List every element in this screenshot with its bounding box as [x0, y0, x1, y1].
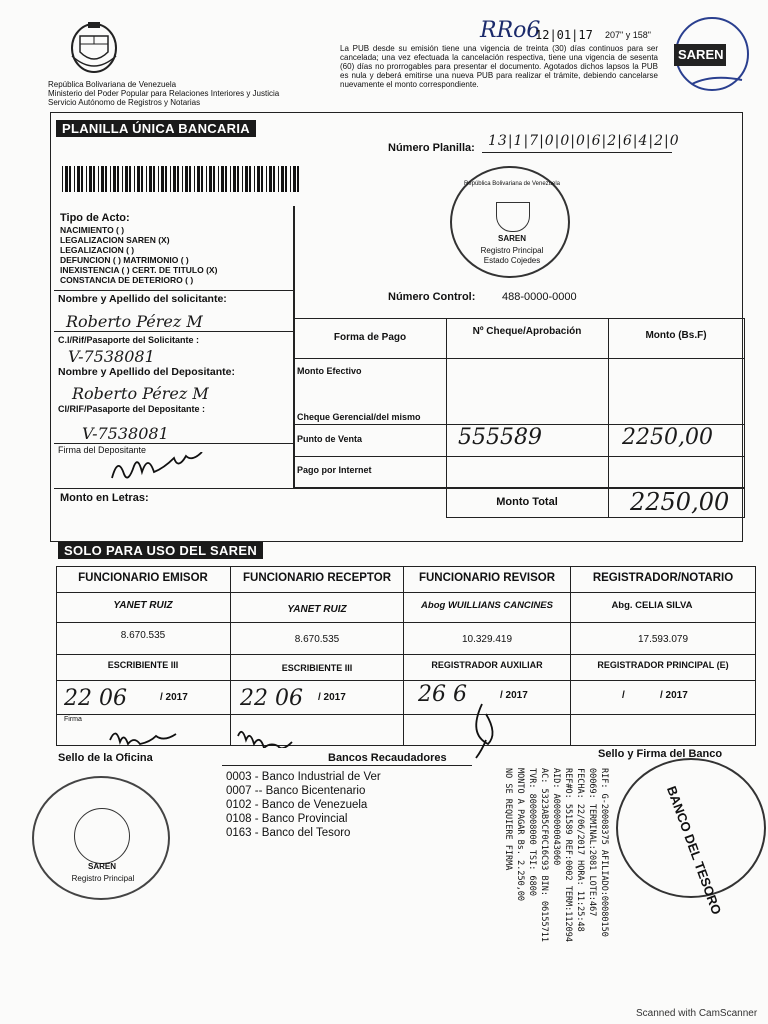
barcode-bar: [141, 166, 143, 192]
barcode-bar: [182, 166, 183, 192]
barcode-bar: [269, 166, 272, 192]
depositante-label: Nombre y Apellido del Depositante:: [58, 366, 235, 378]
receipt-line: AC: 5323AB5CF0C16C93 BIN: 06155711: [539, 768, 549, 942]
saren-date-suffix: / 2017: [318, 692, 346, 703]
saren-id: 17.593.079: [637, 634, 689, 645]
sello-oficina-label: Sello de la Oficina: [58, 752, 153, 764]
barcode-bar: [206, 166, 207, 192]
barcode-bar: [266, 166, 267, 192]
bank-item: 0108 - Banco Provincial: [226, 813, 348, 825]
numero-control-value: 488-0000-0000: [502, 291, 577, 303]
payment-monto-value: 2250,00: [622, 425, 713, 450]
barcode-bar: [81, 166, 83, 192]
saren-center-stamp: [450, 166, 570, 278]
monto-total-label: Monto Total: [496, 496, 558, 508]
monto-total-value: 2250,00: [630, 488, 730, 516]
barcode-bar: [146, 166, 147, 192]
barcode-bar: [74, 166, 75, 192]
barcode-bar: [161, 166, 164, 192]
barcode-bar: [98, 166, 99, 192]
barcode-bar: [245, 166, 248, 192]
barcode-bar: [165, 166, 167, 192]
barcode-bar: [129, 166, 131, 192]
barcode-bar: [297, 166, 299, 192]
office-stamp-saren: SAREN: [87, 862, 116, 871]
bank-item: 0007 -- Banco Bicentenario: [226, 785, 366, 797]
saren-date-blank: /: [622, 690, 625, 701]
saren-logo: [662, 14, 758, 96]
saren-name: YANET RUIZ: [113, 600, 173, 611]
saren-id: 8.670.535: [294, 634, 340, 645]
stamp-shield-icon: [496, 202, 530, 232]
barcode-bar: [285, 166, 287, 192]
tipo-acto-label: Tipo de Acto:: [60, 212, 130, 224]
org-line-1: República Bolivariana de Venezuela: [48, 80, 177, 89]
barcode-bar: [197, 166, 200, 192]
barcode-bar: [290, 166, 291, 192]
barcode-bar: [257, 166, 260, 192]
saren-date-suffix: / 2017: [160, 692, 188, 703]
pub-notice: La PUB desde su emisión tiene una vigencia de treinta (30) días continuos para ser cancelada; una vez efectuada la cancelación respectiva, tiene una vigencia de sesenta (60) días no prorrogables para presentar el documento. Agotados dichos lapsos la PUB es nula y deberá emitirse una nueva PUB para realizar el trámite, debiendo cancelarse nuevamente el monto correspondiente.: [340, 44, 658, 89]
numero-planilla-label: Número Planilla:: [388, 142, 475, 154]
barcode-bar: [105, 166, 107, 192]
ci-solicitante-label: C.I/Rif/Pasaporte del Solicitante :: [58, 335, 200, 345]
barcode-bar: [65, 166, 68, 192]
receipt-line: 00069: TERMINAL:2081 LOTE:467: [587, 768, 597, 917]
barcode-bar: [281, 166, 284, 192]
venezuela-coat-of-arms-icon: [58, 16, 130, 78]
payment-row-label: Monto Efectivo: [297, 366, 362, 376]
stamp-text-2: Registro Principal: [480, 246, 544, 255]
receipt-line: FECHA: 22/06/2017 HORA: 11:25:48: [575, 768, 585, 932]
tipo-acto-option: CONSTANCIA DE DETERIORO ( ): [60, 275, 194, 285]
firma-depositante-label: Firma del Depositante: [58, 445, 147, 455]
monto-letras-label: Monto en Letras:: [60, 492, 149, 504]
receipt-line: MONTO A PAGAR Bs. 2.250,00: [515, 768, 525, 902]
barcode-bar: [273, 166, 275, 192]
emisor-signature: [108, 722, 188, 748]
saren-logo-label: SAREN: [678, 47, 724, 62]
barcode-bar: [249, 166, 251, 192]
saren-date-suffix: / 2017: [660, 690, 688, 701]
saren-id: 10.329.419: [461, 634, 513, 645]
barcode-bar: [242, 166, 243, 192]
tipo-acto-option: DEFUNCION ( ) MATRIMONIO ( ): [60, 255, 189, 265]
stamp-text-1: República Bolivariana de Venezuela: [463, 181, 561, 187]
receipt-line: REF#O: 551589 REF:0002 TERM:112094: [563, 768, 573, 942]
tipo-acto-option: LEGALIZACION ( ): [60, 245, 135, 255]
barcode-bar: [237, 166, 239, 192]
barcode-bar: [113, 166, 116, 192]
barcode-bar: [122, 166, 123, 192]
saren-date-hand: 22 06: [240, 686, 303, 711]
ci-depositante-value: V-7538081: [82, 424, 169, 443]
saren-header: FUNCIONARIO EMISOR: [78, 572, 208, 584]
payment-header: Nº Cheque/Aprobación: [472, 326, 582, 337]
date-code: 12|01|17: [535, 28, 593, 42]
receipt-line: AID: A0000000043060: [551, 768, 561, 866]
numero-planilla-value: 13|1|7|0|0|0|6|2|6|4|2|0: [488, 133, 680, 149]
payment-table: [293, 318, 745, 488]
saren-role: ESCRIBIENTE III: [107, 660, 179, 670]
numero-control-label: Número Control:: [388, 291, 476, 303]
receipt-line: NO SE REQUIERE FIRMA: [503, 768, 513, 871]
handwritten-code: RRo6: [480, 18, 541, 43]
saren-firma-label: Firma: [64, 716, 82, 723]
saren-office-stamp: [32, 776, 170, 900]
barcode-bar: [158, 166, 159, 192]
barcode-bar: [213, 166, 215, 192]
ci-depositante-label: CI/RIF/Pasaporte del Depositante :: [58, 404, 206, 414]
tipo-acto-option: NACIMIENTO ( ): [60, 225, 125, 235]
depositante-signature: [108, 452, 208, 486]
pos-receipt: [430, 768, 610, 942]
tipo-acto-option: INEXISTENCIA ( ) CERT. DE TITULO (X): [60, 265, 218, 275]
payment-row-label: Punto de Venta: [297, 434, 363, 444]
solicitante-label: Nombre y Apellido del solicitante:: [58, 293, 227, 305]
barcode-bar: [173, 166, 176, 192]
barcode-bar: [293, 166, 296, 192]
barcode-bar: [189, 166, 191, 192]
stamp-text-3: Estado Cojedes: [483, 256, 541, 265]
bank-item: 0163 - Banco del Tesoro: [226, 827, 351, 839]
barcode-bar: [177, 166, 179, 192]
bank-item: 0102 - Banco de Venezuela: [226, 799, 368, 811]
payment-header: Monto (Bs.F): [645, 330, 707, 341]
saren-header: FUNCIONARIO REVISOR: [418, 572, 556, 584]
barcode-bar: [233, 166, 236, 192]
receptor-signature: [236, 724, 296, 748]
saren-role: ESCRIBIENTE III: [281, 663, 353, 673]
org-line-2: Ministerio del Poder Popular para Relaciones Interiores y Justicia: [48, 89, 280, 98]
bancos-recaudadores-label: Bancos Recaudadores: [328, 752, 447, 764]
form-title: PLANILLA ÚNICA BANCARIA: [56, 120, 256, 137]
barcode-bar: [110, 166, 111, 192]
barcode-bar: [218, 166, 219, 192]
barcode-bar: [209, 166, 212, 192]
format-label: 207" y 158": [605, 30, 651, 40]
payment-cheque-value: 555589: [458, 425, 542, 450]
org-line-3: Servicio Autónomo de Registros y Notarias: [48, 98, 201, 107]
saren-name: Abg. CELIA SILVA: [611, 600, 693, 611]
scanner-credit: Scanned with CamScanner: [636, 1008, 758, 1019]
barcode-bar: [230, 166, 231, 192]
solicitante-value: Roberto Pérez M: [66, 312, 203, 331]
saren-date-hand: 22 06: [64, 686, 127, 711]
bank-item: 0003 - Banco Industrial de Ver: [226, 771, 381, 783]
barcode-bar: [225, 166, 227, 192]
saren-id: 8.670.535: [120, 630, 166, 641]
barcode-bar: [86, 166, 87, 192]
barcode-bar: [278, 166, 279, 192]
barcode-bar: [69, 166, 71, 192]
stamp-text-saren: SAREN: [497, 234, 526, 243]
barcode-bar: [185, 166, 188, 192]
tipo-acto-option: LEGALIZACION SAREN (X): [60, 235, 170, 245]
saren-name: YANET RUIZ: [287, 604, 347, 615]
saren-date-suffix: / 2017: [500, 690, 528, 701]
saren-role: REGISTRADOR AUXILIAR: [431, 660, 543, 670]
sello-banco-label: Sello y Firma del Banco: [598, 748, 723, 760]
payment-row-label: Pago por Internet: [297, 465, 372, 475]
barcode-bar: [101, 166, 104, 192]
barcode-bar: [261, 166, 263, 192]
bank-stamp-text: BANCO DEL TESORO: [663, 784, 725, 917]
barcode-bar: [149, 166, 152, 192]
bank-stamp: [616, 758, 766, 917]
barcode: [62, 166, 302, 192]
saren-date-hand: 26 6: [418, 682, 467, 707]
barcode-bar: [77, 166, 80, 192]
revisor-signature: [462, 700, 506, 760]
barcode-bar: [201, 166, 203, 192]
saren-name: Abog WUILLIANS CANCINES: [421, 600, 553, 611]
barcode-bar: [89, 166, 92, 192]
saren-header: FUNCIONARIO RECEPTOR: [242, 572, 392, 584]
ci-solicitante-value: V-7538081: [68, 347, 155, 366]
saren-role: REGISTRADOR PRINCIPAL (E): [597, 660, 729, 670]
depositante-value: Roberto Pérez M: [72, 384, 209, 403]
saren-header: REGISTRADOR/NOTARIO: [592, 572, 734, 584]
barcode-bar: [254, 166, 255, 192]
barcode-bar: [170, 166, 171, 192]
barcode-bar: [93, 166, 95, 192]
barcode-bar: [134, 166, 135, 192]
receipt-line: TVR: 8000008000 TSI: 6800: [527, 768, 537, 896]
barcode-bar: [194, 166, 195, 192]
barcode-bar: [137, 166, 140, 192]
barcode-bar: [117, 166, 119, 192]
barcode-bar: [62, 166, 63, 192]
saren-table: [56, 566, 756, 746]
barcode-bar: [125, 166, 128, 192]
saren-section-title: SOLO PARA USO DEL SAREN: [58, 542, 263, 559]
payment-header: Forma de Pago: [333, 332, 407, 343]
receipt-line: RIF: G-20008375 AFILIADO:00080150: [599, 768, 609, 937]
office-stamp-text: Registro Principal: [71, 874, 135, 883]
barcode-bar: [153, 166, 155, 192]
payment-row-label: Cheque Gerencial/del mismo: [297, 412, 421, 422]
barcode-bar: [221, 166, 224, 192]
